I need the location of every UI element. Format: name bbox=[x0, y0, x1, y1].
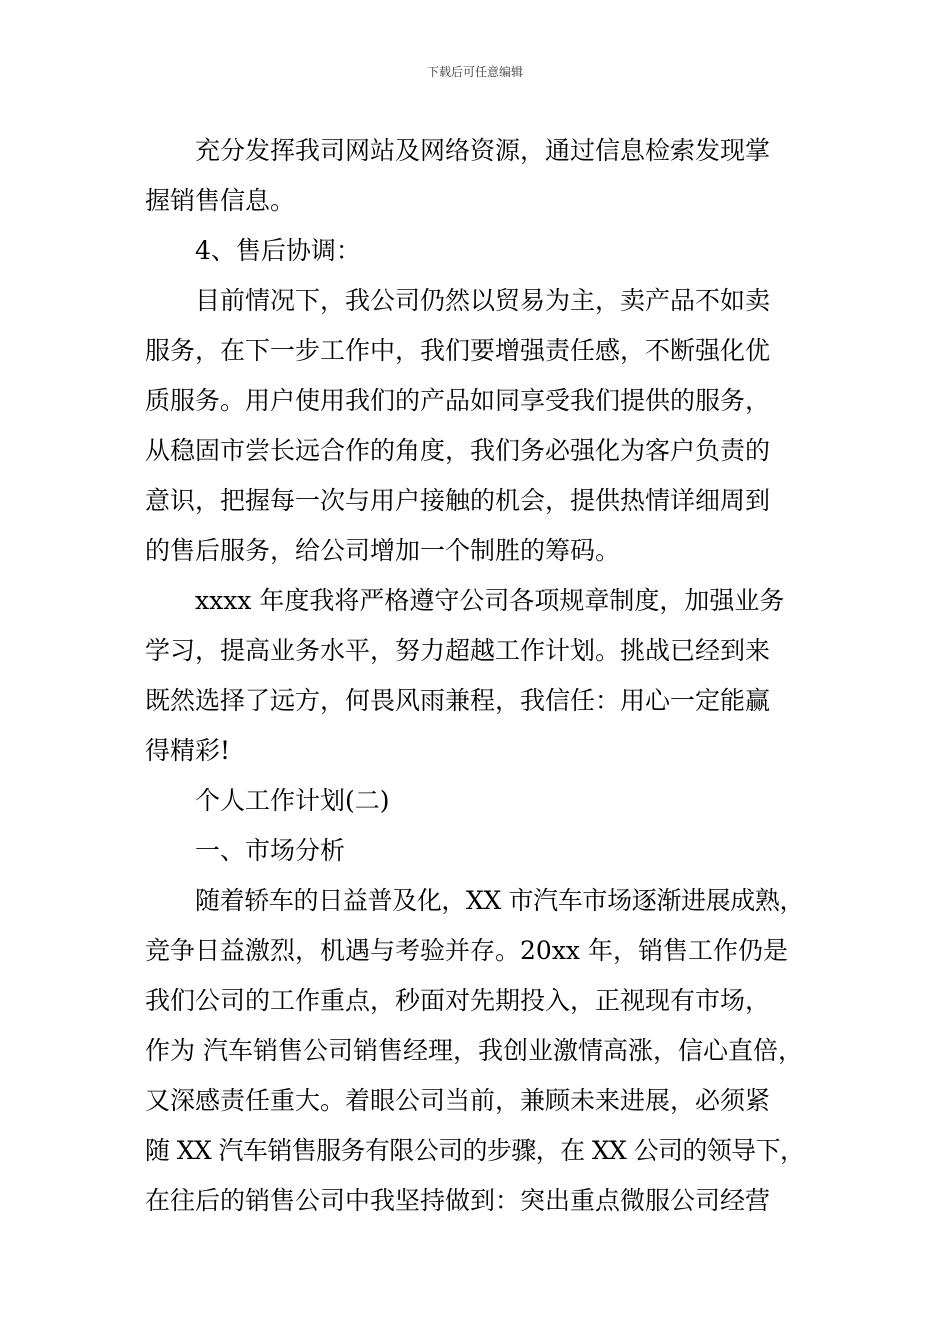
text-line: 我们公司的工作重点，秒面对先期投入，正视现有市场， bbox=[145, 986, 771, 1015]
text-line: 又深感责任重大。着眼公司当前，兼顾未来进展，必须紧 bbox=[145, 1086, 771, 1115]
text-line: 作为 汽车销售公司销售经理，我创业激情高涨，信心直倍， bbox=[145, 1036, 803, 1065]
text-line: 质服务。用户使用我们的产品如同享受我们提供的服务， bbox=[145, 386, 771, 415]
text-line: 一、市场分析 bbox=[195, 836, 346, 865]
text-line: 服务，在下一步工作中，我们要增强责任感，不断强化优 bbox=[145, 336, 771, 365]
text-line: 意识，把握每一次与用户接触的机会，提供热情详细周到 bbox=[145, 486, 771, 515]
page-header: 下载后可任意编辑 bbox=[426, 65, 523, 79]
text-line: 个人工作计划(二) bbox=[195, 786, 390, 815]
text-line: 从稳固市尝长远合作的角度，我们务必强化为客户负责的 bbox=[145, 436, 771, 465]
text-line: 学习，提高业务水平，努力超越工作计划。挑战已经到来 bbox=[145, 636, 771, 665]
text-line: 既然选择了远方，何畏风雨兼程，我信任：用心一定能赢 bbox=[145, 686, 771, 715]
text-line: 握销售信息。 bbox=[145, 186, 296, 215]
text-line: 4、售后协调： bbox=[195, 236, 361, 265]
text-line: 目前情况下，我公司仍然以贸易为主，卖产品不如卖 bbox=[195, 286, 771, 315]
text-line: 随 XX 汽车销售服务有限公司的步骤，在 XX 公司的领导下， bbox=[145, 1136, 805, 1165]
document-body bbox=[145, 126, 805, 1226]
text-line: 随着轿车的日益普及化，XX 市汽车市场逐渐进展成熟， bbox=[195, 886, 805, 915]
text-line: 在往后的销售公司中我坚持做到：突出重点微服公司经营 bbox=[145, 1186, 771, 1215]
text-line: xxxx 年度我将严格遵守公司各项规章制度，加强业务 bbox=[195, 586, 785, 615]
text-line: 充分发挥我司网站及网络资源，通过信息检索发现掌 bbox=[195, 136, 771, 165]
text-line: 得精彩! bbox=[145, 736, 231, 765]
text-line: 竞争日益激烈，机遇与考验并存。20xx 年，销售工作仍是 bbox=[145, 936, 788, 965]
text-line: 的售后服务，给公司增加一个制胜的筹码。 bbox=[145, 536, 621, 565]
